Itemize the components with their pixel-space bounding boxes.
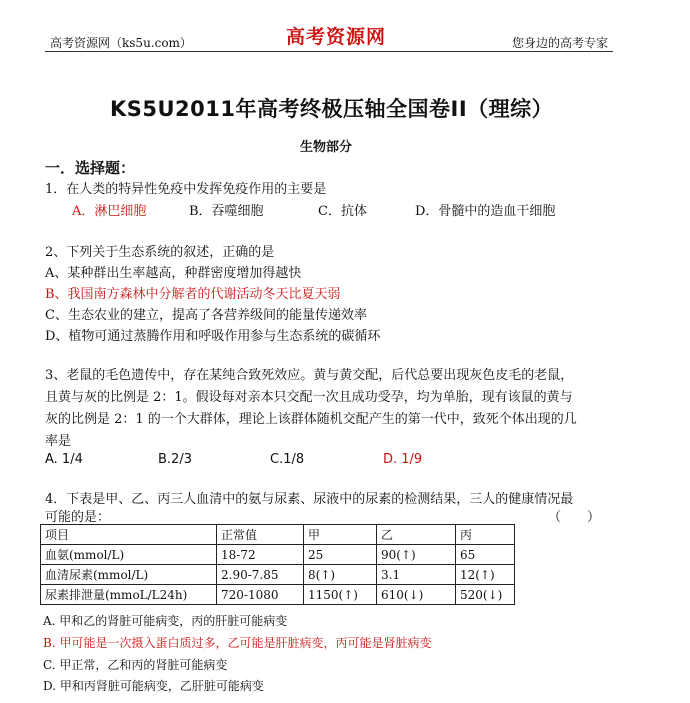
header-site-name: 高考资源网（ks5u.com） <box>50 36 192 50</box>
table-header-cell: 正常值 <box>217 525 304 545</box>
q3-option-b: B.2/3 <box>158 452 192 467</box>
table-cell: 65 <box>456 545 515 565</box>
table-row <box>41 585 515 605</box>
table-row <box>41 545 515 565</box>
table-cell: 520(↓) <box>456 585 515 605</box>
q3-option-c: C.1/8 <box>270 452 305 467</box>
table-cell: 610(↓) <box>377 585 456 605</box>
q2-option-c: C、生态农业的建立，提高了各营养级间的能量传递效率 <box>45 308 367 323</box>
q1-option-d: D．骨髓中的造血干细胞 <box>415 204 556 219</box>
q3-line-3: 灰的比例是 2：1 的一个大群体，理论上该群体随机交配产生的第一代中，致死个体出现的几 <box>45 412 577 427</box>
table-header-cell: 甲 <box>304 525 377 545</box>
q4-line-2: 可能的是： <box>45 510 111 525</box>
results-table <box>40 524 515 605</box>
header-logo: 高考资源网 <box>286 26 387 48</box>
table-cell: 1150(↑) <box>304 585 377 605</box>
table-cell: 25 <box>304 545 377 565</box>
table-cell: 血氨(mmol/L) <box>41 545 217 565</box>
q2-option-d: D、植物可通过蒸腾作用和呼吸作用参与生态系统的碳循环 <box>45 329 381 344</box>
q4-option-d: D. 甲和丙肾脏可能病变，乙肝脏可能病变 <box>43 679 264 693</box>
section-heading: 一．选择题： <box>45 159 136 177</box>
q4-answer-blank: （ ） <box>548 510 601 525</box>
q2-option-a: A、某种群出生率越高，种群密度增加得越快 <box>45 266 302 281</box>
table-cell: 90(↑) <box>377 545 456 565</box>
q1-option-a: A．淋巴细胞 <box>72 204 147 219</box>
q1-option-b: B．吞噬细胞 <box>189 204 264 219</box>
table-cell: 720-1080 <box>217 585 304 605</box>
q4-option-a: A. 甲和乙的肾脏可能病变，丙的肝脏可能病变 <box>43 614 288 628</box>
table-header-cell: 乙 <box>377 525 456 545</box>
q1-option-c: C．抗体 <box>318 204 367 219</box>
q3-line-2: 且黄与灰的比例是 2：1。假设每对亲本只交配一次且成功受孕，均为单胎，现有该鼠的黄与 <box>45 390 573 405</box>
table-header-cell: 丙 <box>456 525 515 545</box>
table-cell: 12(↑) <box>456 565 515 585</box>
q4-line-1: 4．下表是甲、乙、丙三人血清中的氨与尿素、尿液中的尿素的检测结果，三人的健康情况最 <box>45 492 574 507</box>
table-header-cell: 项目 <box>41 525 217 545</box>
table-cell: 3.1 <box>377 565 456 585</box>
table-cell: 尿素排泄量(mmoL/L24h) <box>41 585 217 605</box>
page-title: KS5U2011年高考终极压轴全国卷II（理综） <box>110 97 554 121</box>
page-subtitle: 生物部分 <box>300 140 353 155</box>
header-slogan: 您身边的高考专家 <box>511 36 608 50</box>
q3-option-a: A. 1/4 <box>45 452 83 467</box>
table-cell: 18-72 <box>217 545 304 565</box>
q4-option-b: B. 甲可能是一次摄入蛋白质过多，乙可能是肝脏病变，丙可能是肾脏病变 <box>43 636 432 650</box>
table-cell: 血清尿素(mmol/L) <box>41 565 217 585</box>
table-cell: 2.90-7.85 <box>217 565 304 585</box>
table-row <box>41 565 515 585</box>
table-header-row <box>41 525 515 545</box>
q2-option-b: B、我国南方森林中分解者的代谢活动冬天比夏天弱 <box>45 287 341 302</box>
table-cell: 8(↑) <box>304 565 377 585</box>
q3-option-d: D. 1/9 <box>383 452 423 467</box>
q3-line-4: 率是 <box>45 434 72 449</box>
q1-stem: 1．在人类的特异性免疫中发挥免疫作用的主要是 <box>45 182 327 197</box>
q2-stem: 2、下列关于生态系统的叙述，正确的是 <box>45 245 275 260</box>
q3-line-1: 3、老鼠的毛色遗传中，存在某纯合致死效应。黄与黄交配，后代总要出现灰色皮毛的老鼠， <box>45 368 574 383</box>
header-divider <box>45 51 613 52</box>
q4-option-c: C. 甲正常，乙和丙的肾脏可能病变 <box>43 658 228 672</box>
